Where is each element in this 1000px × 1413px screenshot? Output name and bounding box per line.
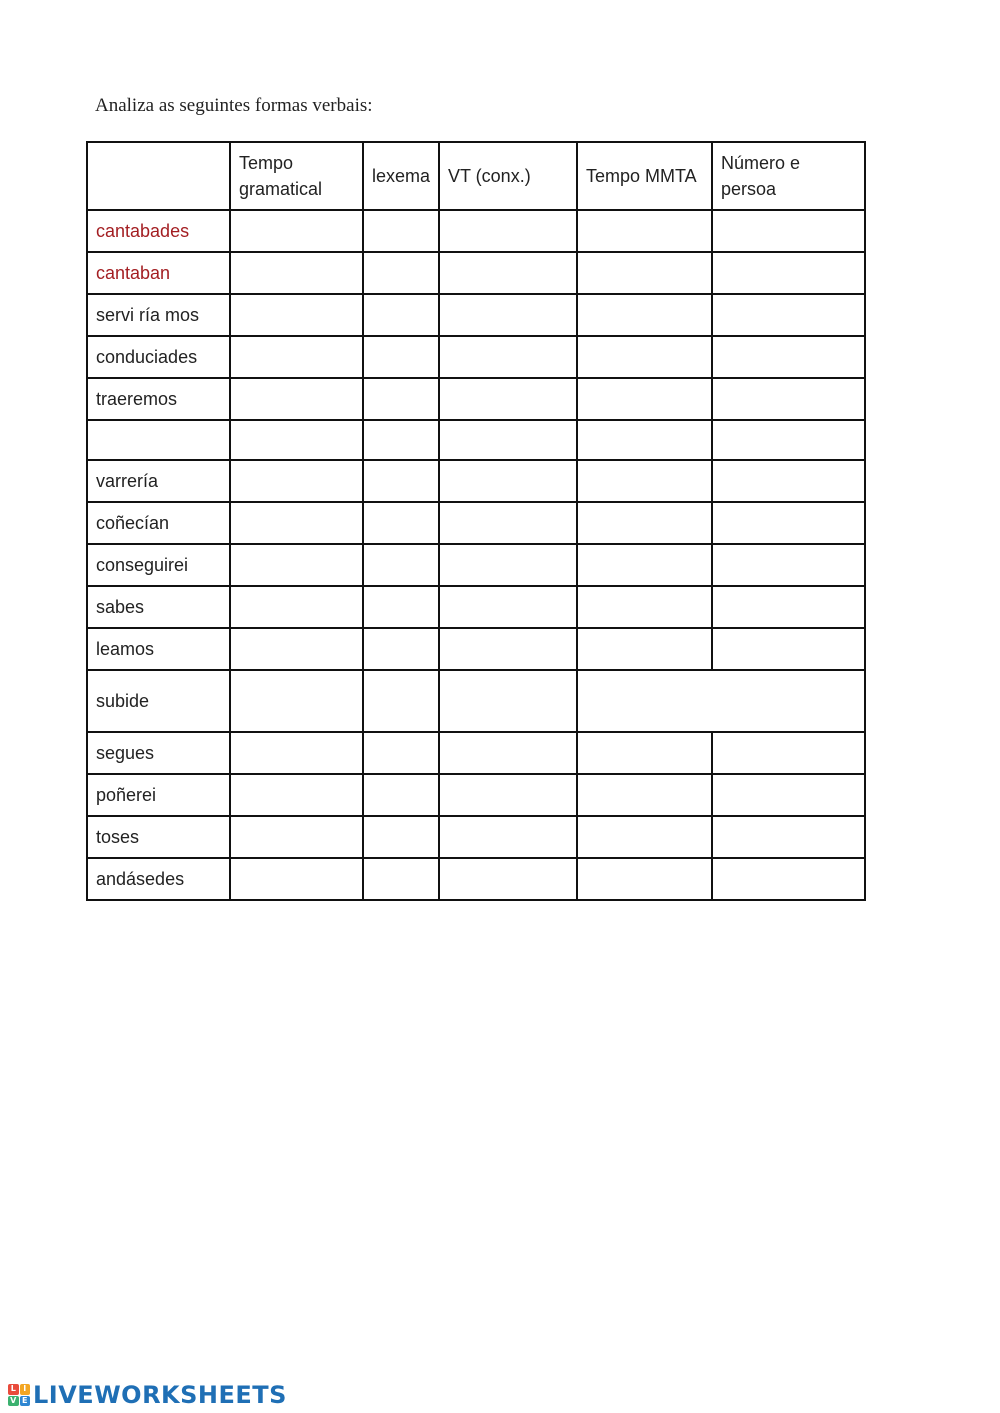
answer-cell-lexema[interactable] xyxy=(363,460,439,502)
verb-form-cell: leamos xyxy=(87,628,230,670)
answer-cell-vt-conx[interactable] xyxy=(439,502,577,544)
answer-cell-numero-persoa[interactable] xyxy=(712,774,865,816)
answer-cell-tempo-mmta[interactable] xyxy=(577,816,712,858)
table-row xyxy=(87,502,865,544)
answer-cell-vt-conx[interactable] xyxy=(439,420,577,460)
answer-cell-numero-persoa[interactable] xyxy=(712,336,865,378)
answer-cell-vt-conx[interactable] xyxy=(439,628,577,670)
answer-cell-tempo-gramatical[interactable] xyxy=(230,378,363,420)
answer-cell-lexema[interactable] xyxy=(363,628,439,670)
answer-cell-tempo-mmta[interactable] xyxy=(577,294,712,336)
header-numero-persoa: Número e persoa xyxy=(712,142,865,210)
answer-cell-vt-conx[interactable] xyxy=(439,732,577,774)
verb-form-cell: toses xyxy=(87,816,230,858)
verb-form-cell: varrería xyxy=(87,460,230,502)
liveworksheets-logo-icon: L I V E xyxy=(8,1384,30,1406)
header-vt-conx: VT (conx.) xyxy=(439,142,577,210)
table-row xyxy=(87,210,865,252)
answer-cell-tempo-mmta[interactable] xyxy=(577,378,712,420)
answer-cell-tempo-gramatical[interactable] xyxy=(230,816,363,858)
table-row xyxy=(87,378,865,420)
table-row xyxy=(87,774,865,816)
answer-cell-lexema[interactable] xyxy=(363,210,439,252)
answer-cell-tempo-gramatical[interactable] xyxy=(230,294,363,336)
answer-cell-tempo-mmta[interactable] xyxy=(577,336,712,378)
answer-cell-numero-persoa[interactable] xyxy=(712,816,865,858)
answer-cell-numero-persoa[interactable] xyxy=(712,502,865,544)
answer-cell-tempo-gramatical[interactable] xyxy=(230,420,363,460)
verb-analysis-table xyxy=(86,141,866,901)
answer-cell-numero-persoa[interactable] xyxy=(712,586,865,628)
verb-form-cell xyxy=(87,420,230,460)
answer-cell-vt-conx[interactable] xyxy=(439,816,577,858)
answer-cell-tempo-gramatical[interactable] xyxy=(230,210,363,252)
answer-cell-tempo-mmta[interactable] xyxy=(577,628,712,670)
header-tempo-mmta: Tempo MMTA xyxy=(577,142,712,210)
answer-cell-vt-conx[interactable] xyxy=(439,378,577,420)
answer-cell-tempo-mmta[interactable] xyxy=(577,210,712,252)
answer-cell-tempo-mmta[interactable] xyxy=(577,544,712,586)
answer-cell-numero-persoa[interactable] xyxy=(712,378,865,420)
answer-cell-tempo-gramatical[interactable] xyxy=(230,252,363,294)
header-blank xyxy=(87,142,230,210)
header-tempo-gramatical: Tempo gramatical xyxy=(230,142,363,210)
answer-cell-vt-conx[interactable] xyxy=(439,670,577,732)
answer-cell-tempo-mmta[interactable] xyxy=(577,732,712,774)
answer-cell-lexema[interactable] xyxy=(363,252,439,294)
table-row xyxy=(87,420,865,460)
answer-cell-tempo-gramatical[interactable] xyxy=(230,502,363,544)
answer-cell-vt-conx[interactable] xyxy=(439,774,577,816)
answer-cell-vt-conx[interactable] xyxy=(439,858,577,900)
answer-cell-numero-persoa[interactable] xyxy=(712,628,865,670)
table-row xyxy=(87,336,865,378)
answer-cell-vt-conx[interactable] xyxy=(439,336,577,378)
verb-form-cell: cantabades xyxy=(87,210,230,252)
answer-cell-lexema[interactable] xyxy=(363,502,439,544)
verb-form-cell: andásedes xyxy=(87,858,230,900)
verb-form-cell: traeremos xyxy=(87,378,230,420)
verb-form-cell: sabes xyxy=(87,586,230,628)
answer-cell-vt-conx[interactable] xyxy=(439,460,577,502)
answer-cell-vt-conx[interactable] xyxy=(439,210,577,252)
answer-cell-lexema[interactable] xyxy=(363,732,439,774)
answer-cell-numero-persoa[interactable] xyxy=(712,732,865,774)
answer-cell-tempo-mmta[interactable] xyxy=(577,586,712,628)
answer-cell-lexema[interactable] xyxy=(363,586,439,628)
answer-cell-lexema[interactable] xyxy=(363,420,439,460)
answer-cell-tempo-gramatical[interactable] xyxy=(230,336,363,378)
answer-cell-lexema[interactable] xyxy=(363,670,439,732)
verb-form-cell: coñecían xyxy=(87,502,230,544)
answer-cell-numero-persoa[interactable] xyxy=(712,420,865,460)
answer-cell-lexema[interactable] xyxy=(363,816,439,858)
answer-cell-tempo-gramatical[interactable] xyxy=(230,774,363,816)
table-row xyxy=(87,294,865,336)
table-row xyxy=(87,628,865,670)
verb-form-cell: segues xyxy=(87,732,230,774)
worksheet-instruction: Analiza as seguintes formas verbais: xyxy=(95,95,373,116)
answer-cell-tempo-gramatical[interactable] xyxy=(230,628,363,670)
liveworksheets-logo xyxy=(8,1381,287,1409)
answer-cell-tempo-gramatical[interactable] xyxy=(230,586,363,628)
answer-cell-tempo-gramatical[interactable] xyxy=(230,460,363,502)
answer-cell-vt-conx[interactable] xyxy=(439,544,577,586)
verb-form-cell: conseguirei xyxy=(87,544,230,586)
verb-form-cell: subide xyxy=(87,670,230,732)
table-row xyxy=(87,816,865,858)
answer-cell-tempo-mmta[interactable] xyxy=(577,502,712,544)
answer-cell-tempo-gramatical[interactable] xyxy=(230,858,363,900)
answer-cell-tempo-mmta-numero-persoa[interactable] xyxy=(577,670,865,732)
answer-cell-tempo-gramatical[interactable] xyxy=(230,670,363,732)
answer-cell-vt-conx[interactable] xyxy=(439,252,577,294)
answer-cell-lexema[interactable] xyxy=(363,294,439,336)
answer-cell-vt-conx[interactable] xyxy=(439,294,577,336)
liveworksheets-brand-text: LIVEWORKSHEETS xyxy=(33,1381,287,1409)
answer-cell-numero-persoa[interactable] xyxy=(712,294,865,336)
answer-cell-tempo-mmta[interactable] xyxy=(577,774,712,816)
answer-cell-tempo-mmta[interactable] xyxy=(577,420,712,460)
table-row xyxy=(87,544,865,586)
table-row xyxy=(87,732,865,774)
verb-form-cell: cantaban xyxy=(87,252,230,294)
answer-cell-numero-persoa[interactable] xyxy=(712,858,865,900)
answer-cell-lexema[interactable] xyxy=(363,378,439,420)
table-row xyxy=(87,252,865,294)
header-lexema: lexema xyxy=(363,142,439,210)
answer-cell-tempo-gramatical[interactable] xyxy=(230,732,363,774)
verb-form-cell: conduciades xyxy=(87,336,230,378)
answer-cell-tempo-gramatical[interactable] xyxy=(230,544,363,586)
verb-form-cell: poñerei xyxy=(87,774,230,816)
table-row xyxy=(87,586,865,628)
verb-form-cell: servi ría mos xyxy=(87,294,230,336)
answer-cell-tempo-mmta[interactable] xyxy=(577,858,712,900)
answer-cell-tempo-mmta[interactable] xyxy=(577,460,712,502)
answer-cell-numero-persoa[interactable] xyxy=(712,252,865,294)
table-row xyxy=(87,858,865,900)
answer-cell-numero-persoa[interactable] xyxy=(712,210,865,252)
answer-cell-vt-conx[interactable] xyxy=(439,586,577,628)
table-row xyxy=(87,670,865,732)
answer-cell-numero-persoa[interactable] xyxy=(712,460,865,502)
answer-cell-lexema[interactable] xyxy=(363,774,439,816)
table-header-row xyxy=(87,142,865,210)
table-row xyxy=(87,460,865,502)
answer-cell-tempo-mmta[interactable] xyxy=(577,252,712,294)
answer-cell-numero-persoa[interactable] xyxy=(712,544,865,586)
answer-cell-lexema[interactable] xyxy=(363,544,439,586)
answer-cell-lexema[interactable] xyxy=(363,858,439,900)
answer-cell-lexema[interactable] xyxy=(363,336,439,378)
